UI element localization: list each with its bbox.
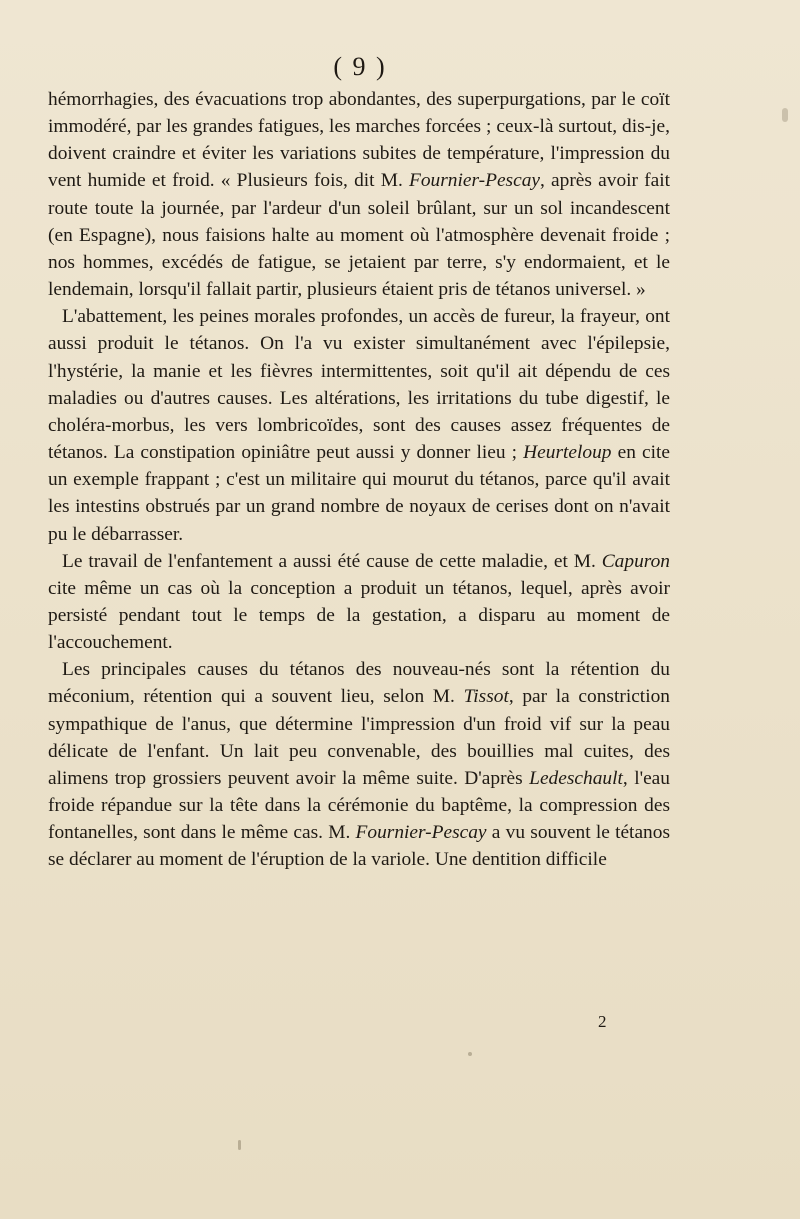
cited-author-name: Tissot xyxy=(463,686,509,708)
body-text xyxy=(48,86,670,874)
signature-mark: 2 xyxy=(598,1012,607,1031)
paper-speck xyxy=(782,108,788,122)
cited-author-name: Fournier-Pescay xyxy=(409,170,541,192)
cited-author-name: Capuron xyxy=(601,550,670,572)
text-segment: Les principales causes du tétanos des nouveau-nés sont la rétention du méconium, rétention qui a souvent lieu, selon M. xyxy=(48,659,670,708)
paragraph xyxy=(48,303,670,547)
text-segment: hémorrhagies, des évacuations trop abondantes, des superpurgations, par le coït immodéré, par les grandes fatigues, les marches forcées ; ceux-là surtout, dis-je, doivent craindre et éviter les variations subites de température, l'impression du vent humide et froid. « Plusieurs fois, dit M. xyxy=(48,89,670,192)
text-segment: , par la constriction sympathique de l'anus, que détermine l'impression d'un froid vif sur la peau délicate de l'enfant. Un lait peu convenable, des bouillies mal cuites, des alimens trop grossiers peuvent avoir la même suite. D'après xyxy=(48,686,670,789)
paper-speck xyxy=(238,1140,241,1150)
cited-author-name: Heurteloup xyxy=(523,442,612,464)
paragraph xyxy=(48,656,670,873)
text-segment: , l'eau froide répandue sur la tête dans la cérémonie du baptême, la compression des fontanelles, sont dans le même cas. M. xyxy=(48,767,670,844)
text-segment: , après avoir fait route toute la journée, par l'ardeur d'un soleil brûlant, sur un sol incandescent (en Espagne), nous faisions halte au moment où l'atmosphère devenait froide ; nos hommes, excédés de fatigue, se jetaient par terre, s'y endormaient, et le lendemain, lorsqu'il fallait partir, plusieurs étaient pris de tétanos universel. » xyxy=(48,170,670,301)
text-segment: L'abattement, les peines morales profondes, un accès de fureur, la frayeur, ont aussi produit le tétanos. On l'a vu exister simultanément avec l'épilepsie, l'hystérie, la manie et les fièvres intermittentes, soit qu'il ait dépendu de ces maladies ou d'autres causes. Les altérations, les irritations du tube digestif, le choléra-morbus, les vers lombricoïdes, sont des causes assez fréquentes de tétanos. La constipation opiniâtre peut aussi y donner lieu ; xyxy=(48,306,670,464)
paragraph xyxy=(48,548,670,657)
cited-author-name: Fournier-Pescay xyxy=(355,822,487,844)
cited-author-name: Ledeschault xyxy=(529,767,623,789)
text-segment: cite même un cas où la conception a produit un tétanos, lequel, après avoir persisté pendant tout le temps de la gestation, a disparu au moment de l'accouchement. xyxy=(48,577,670,654)
paragraph xyxy=(48,86,670,303)
page-number: ( 9 ) xyxy=(333,52,387,81)
text-segment: Le travail de l'enfantement a aussi été cause de cette maladie, et M. xyxy=(62,550,602,572)
text-segment: a vu souvent le tétanos se déclarer au moment de l'éruption de la variole. Une dentition difficile xyxy=(48,822,670,871)
text-segment: en cite un exemple frappant ; c'est un militaire qui mourut du tétanos, parce qu'il avait les intestins obstrués par un grand nombre de noyaux de cerises dont on n'avait pu le débarrasser. xyxy=(48,442,670,545)
paper-speck xyxy=(468,1052,472,1056)
